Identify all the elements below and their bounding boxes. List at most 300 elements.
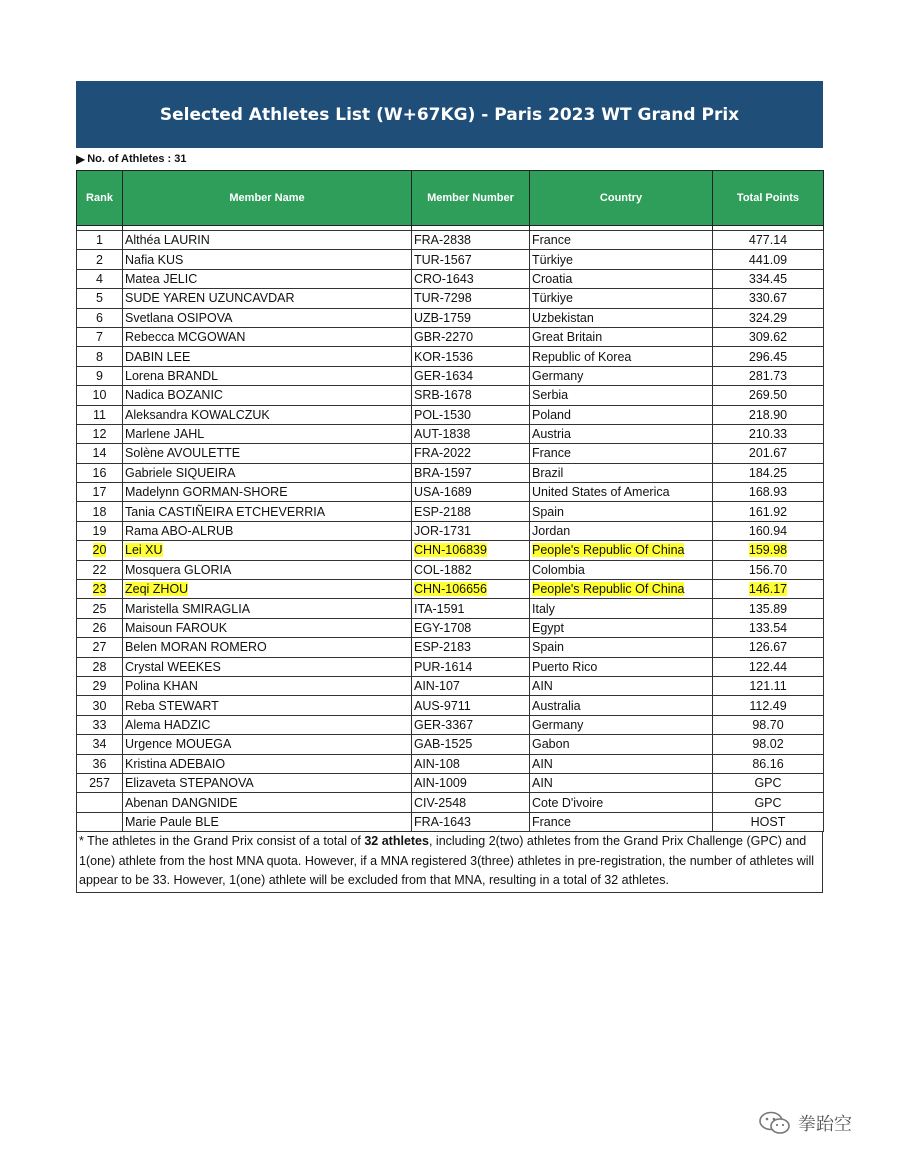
cell-rank	[77, 715, 123, 734]
cell-rank	[77, 483, 123, 502]
cell-rank	[77, 696, 123, 715]
cell-number-text: GBR-2270	[414, 330, 474, 345]
athlete-count-line	[76, 148, 823, 170]
table-row	[77, 502, 824, 521]
cell-rank-text: 18	[92, 504, 107, 519]
cell-country	[530, 599, 713, 618]
table-row	[77, 812, 824, 831]
cell-rank	[77, 386, 123, 405]
cell-rank-text: 33	[92, 717, 107, 732]
table-row	[77, 269, 824, 288]
cell-name-text: Nafia KUS	[125, 252, 184, 267]
athletes-table	[76, 170, 824, 832]
cell-country	[530, 560, 713, 579]
cell-name	[123, 696, 412, 715]
cell-points-text: 218.90	[748, 407, 788, 422]
cell-rank	[77, 618, 123, 637]
cell-number	[412, 463, 530, 482]
cell-number-text: CHN-106656	[414, 582, 487, 597]
cell-country	[530, 657, 713, 676]
cell-rank	[77, 250, 123, 269]
cell-number-text: FRA-2838	[414, 233, 471, 248]
cell-number	[412, 715, 530, 734]
cell-number-text: ITA-1591	[414, 601, 465, 616]
cell-rank	[77, 444, 123, 463]
cell-points-text: 184.25	[748, 465, 788, 480]
cell-name	[123, 463, 412, 482]
cell-name-text: Mosquera GLORIA	[125, 562, 232, 577]
cell-name-text: Madelynn GORMAN-SHORE	[125, 485, 288, 500]
cell-points	[713, 812, 824, 831]
cell-name-text: Gabriele SIQUEIRA	[125, 465, 236, 480]
cell-rank-text: 4	[96, 271, 103, 286]
table-row	[77, 773, 824, 792]
cell-rank-text: 23	[92, 582, 107, 597]
cell-country	[530, 463, 713, 482]
cell-points	[713, 618, 824, 637]
cell-points-text: 296.45	[748, 349, 788, 364]
table-header-row	[77, 171, 824, 226]
cell-points	[713, 308, 824, 327]
cell-number	[412, 773, 530, 792]
cell-rank	[77, 599, 123, 618]
cell-number	[412, 444, 530, 463]
cell-country	[530, 405, 713, 424]
table-row	[77, 676, 824, 695]
cell-name	[123, 638, 412, 657]
cell-number	[412, 483, 530, 502]
cell-country	[530, 580, 713, 599]
wechat-icon	[758, 1110, 792, 1136]
cell-country	[530, 812, 713, 831]
cell-name	[123, 231, 412, 250]
cell-rank-text: 2	[96, 252, 103, 267]
cell-name	[123, 502, 412, 521]
cell-name-text: Rebecca MCGOWAN	[125, 330, 246, 345]
cell-rank-text: 8	[96, 349, 103, 364]
cell-country	[530, 773, 713, 792]
cell-country	[530, 715, 713, 734]
cell-points	[713, 754, 824, 773]
cell-country-text: People's Republic Of China	[532, 582, 685, 597]
cell-points	[713, 502, 824, 521]
cell-country-text: Australia	[532, 698, 581, 713]
cell-number-text: CRO-1643	[414, 271, 474, 286]
cell-points	[713, 366, 824, 385]
cell-number-text: GAB-1525	[414, 737, 473, 752]
watermark	[758, 1110, 852, 1136]
table-row	[77, 424, 824, 443]
cell-points	[713, 541, 824, 560]
cell-country-text: France	[532, 814, 571, 829]
cell-rank-text: 6	[96, 310, 103, 325]
cell-points	[713, 773, 824, 792]
cell-points	[713, 560, 824, 579]
cell-name-text: Marlene JAHL	[125, 427, 205, 442]
cell-rank	[77, 521, 123, 540]
table-row	[77, 735, 824, 754]
cell-country-text: United States of America	[532, 485, 670, 500]
table-row	[77, 463, 824, 482]
cell-name	[123, 269, 412, 288]
cell-country-text: AIN	[532, 756, 553, 771]
cell-name-text: Zeqi ZHOU	[125, 582, 189, 597]
cell-name	[123, 560, 412, 579]
cell-rank-text: 20	[92, 543, 107, 558]
cell-country	[530, 793, 713, 812]
cell-country-text: France	[532, 446, 571, 461]
table-row	[77, 483, 824, 502]
cell-number	[412, 793, 530, 812]
cell-name	[123, 754, 412, 773]
cell-points	[713, 599, 824, 618]
cell-name-text: Lei XU	[125, 543, 163, 558]
cell-country	[530, 754, 713, 773]
cell-rank-text: 29	[92, 679, 107, 694]
cell-points-text: 309.62	[748, 330, 788, 345]
cell-country	[530, 424, 713, 443]
cell-rank-text: 22	[92, 562, 107, 577]
cell-rank-text: 257	[89, 776, 110, 791]
cell-rank-text: 26	[92, 621, 107, 635]
cell-number	[412, 580, 530, 599]
cell-rank	[77, 754, 123, 773]
cell-points	[713, 521, 824, 540]
cell-country	[530, 289, 713, 308]
cell-points	[713, 638, 824, 657]
cell-name	[123, 289, 412, 308]
cell-number-text: BRA-1597	[414, 465, 472, 480]
cell-number-text: GER-1634	[414, 368, 474, 383]
cell-points-text: 135.89	[748, 601, 788, 616]
cell-rank	[77, 676, 123, 695]
cell-points-text: 210.33	[748, 427, 788, 442]
cell-name	[123, 676, 412, 695]
cell-points	[713, 696, 824, 715]
cell-name-text: DABIN LEE	[125, 349, 191, 364]
cell-country-text: Spain	[532, 504, 564, 519]
cell-country-text: Brazil	[532, 465, 564, 480]
cell-points	[713, 580, 824, 599]
cell-rank	[77, 560, 123, 579]
page-title: Selected Athletes List (W+67KG) - Paris 2023 WT Grand Prix	[159, 104, 740, 125]
cell-points	[713, 463, 824, 482]
cell-points-text: 281.73	[748, 368, 788, 383]
cell-rank	[77, 580, 123, 599]
cell-number	[412, 386, 530, 405]
cell-points-text: 201.67	[748, 446, 788, 461]
cell-name-text: Svetlana OSIPOVA	[125, 310, 233, 325]
cell-rank	[77, 405, 123, 424]
cell-rank-text: 19	[92, 524, 107, 539]
cell-points-text: 334.45	[748, 271, 788, 286]
cell-points-text: 98.02	[752, 737, 784, 752]
table-row	[77, 444, 824, 463]
cell-number	[412, 618, 530, 637]
cell-points	[713, 735, 824, 754]
cell-country-text: Jordan	[532, 524, 571, 539]
cell-name	[123, 618, 412, 637]
cell-rank	[77, 289, 123, 308]
cell-name	[123, 541, 412, 560]
cell-number	[412, 638, 530, 657]
cell-number	[412, 599, 530, 618]
cell-number	[412, 502, 530, 521]
table-row	[77, 347, 824, 366]
cell-number-text: AIN-107	[414, 679, 460, 694]
cell-name	[123, 715, 412, 734]
cell-country	[530, 308, 713, 327]
cell-number	[412, 521, 530, 540]
cell-number-text: ESP-2188	[414, 504, 471, 519]
cell-country	[530, 269, 713, 288]
cell-rank-text: 36	[92, 756, 107, 771]
cell-name-text: Alema HADZIC	[125, 717, 211, 732]
cell-country	[530, 483, 713, 502]
table-row	[77, 715, 824, 734]
col-header-total-points: Total Points	[713, 171, 824, 226]
cell-rank	[77, 773, 123, 792]
cell-country-text: Colombia	[532, 562, 585, 577]
table-row	[77, 793, 824, 812]
col-header-rank: Rank	[77, 171, 123, 226]
cell-rank-text: 14	[92, 446, 107, 461]
cell-points-text: HOST	[750, 814, 786, 829]
cell-points	[713, 483, 824, 502]
cell-points-text: 112.49	[749, 698, 787, 713]
table-row	[77, 308, 824, 327]
cell-rank-text: 28	[92, 659, 107, 674]
cell-name-text: Maristella SMIRAGLIA	[125, 601, 251, 616]
cell-rank-text: 17	[92, 485, 107, 500]
cell-country-text: AIN	[532, 679, 553, 694]
table-row	[77, 657, 824, 676]
cell-name-text: Aleksandra KOWALCZUK	[125, 407, 270, 422]
cell-name	[123, 657, 412, 676]
cell-name-text: Rama ABO-ALRUB	[125, 524, 234, 539]
cell-points-text: 122.44	[748, 659, 788, 674]
cell-country	[530, 735, 713, 754]
cell-rank	[77, 638, 123, 657]
table-row	[77, 386, 824, 405]
cell-name-text: Crystal WEEKES	[125, 659, 221, 674]
cell-number	[412, 347, 530, 366]
cell-number-text: GER-3367	[414, 717, 474, 732]
table-row	[77, 638, 824, 657]
cell-points-text: GPC	[754, 776, 782, 791]
cell-country	[530, 696, 713, 715]
cell-country-text: Gabon	[532, 737, 570, 752]
cell-country	[530, 541, 713, 560]
cell-name-text: Althéa LAURIN	[125, 233, 210, 248]
cell-number	[412, 424, 530, 443]
cell-rank	[77, 366, 123, 385]
cell-number-text: AUT-1838	[414, 427, 471, 442]
cell-name-text: Maisoun FAROUK	[125, 621, 228, 635]
cell-number-text: UZB-1759	[414, 310, 471, 325]
cell-rank-text: 1	[96, 233, 103, 248]
cell-name	[123, 521, 412, 540]
cell-country	[530, 618, 713, 637]
cell-points-text: 121.11	[749, 679, 787, 694]
cell-points-text: 146.17	[748, 582, 788, 597]
cell-rank-text: 25	[92, 601, 107, 616]
cell-number-text: SRB-1678	[414, 388, 472, 403]
cell-rank-text: 12	[92, 427, 107, 442]
cell-name	[123, 735, 412, 754]
cell-number-text: EGY-1708	[414, 621, 472, 635]
cell-country	[530, 231, 713, 250]
cell-rank	[77, 541, 123, 560]
cell-points	[713, 231, 824, 250]
table-row	[77, 618, 824, 637]
cell-points	[713, 250, 824, 269]
cell-name	[123, 308, 412, 327]
cell-name	[123, 793, 412, 812]
cell-name	[123, 405, 412, 424]
cell-name-text: Solène AVOULETTE	[125, 446, 241, 461]
table-row	[77, 696, 824, 715]
cell-country	[530, 366, 713, 385]
table-row	[77, 521, 824, 540]
cell-rank-text: 27	[92, 640, 107, 655]
cell-points	[713, 269, 824, 288]
cell-country	[530, 521, 713, 540]
footnote-text: * The athletes in the Grand Prix consist of a total of	[79, 834, 365, 849]
cell-rank	[77, 735, 123, 754]
cell-country	[530, 347, 713, 366]
cell-points	[713, 327, 824, 346]
cell-number-text: FRA-2022	[414, 446, 471, 461]
table-row	[77, 405, 824, 424]
cell-country-text: France	[532, 233, 571, 248]
cell-country-text: Uzbekistan	[532, 310, 594, 325]
cell-name-text: Polina KHAN	[125, 679, 198, 694]
table-row	[77, 580, 824, 599]
cell-number	[412, 560, 530, 579]
cell-country-text: Spain	[532, 640, 564, 655]
cell-rank	[77, 424, 123, 443]
cell-name-text: Marie Paule BLE	[125, 814, 219, 829]
cell-country-text: Cote D'ivoire	[532, 795, 604, 810]
cell-points-text: 86.16	[752, 756, 784, 771]
cell-points-text: 441.09	[748, 252, 788, 267]
cell-number	[412, 754, 530, 773]
cell-number	[412, 250, 530, 269]
cell-points	[713, 424, 824, 443]
cell-country	[530, 250, 713, 269]
watermark-text: 拳跆空	[798, 1114, 852, 1135]
table-row	[77, 754, 824, 773]
table-row	[77, 560, 824, 579]
cell-rank	[77, 327, 123, 346]
cell-number	[412, 327, 530, 346]
cell-points	[713, 676, 824, 695]
cell-rank-text: 5	[96, 291, 103, 306]
cell-number-text: KOR-1536	[414, 349, 474, 364]
cell-name-text: Urgence MOUEGA	[125, 737, 232, 752]
cell-name-text: Lorena BRANDL	[125, 368, 219, 383]
cell-points	[713, 657, 824, 676]
cell-points-text: GPC	[754, 795, 782, 810]
cell-number-text: CIV-2548	[414, 795, 467, 810]
cell-points	[713, 405, 824, 424]
cell-country-text: Great Britain	[532, 330, 603, 345]
cell-rank	[77, 231, 123, 250]
table-row	[77, 289, 824, 308]
cell-country	[530, 444, 713, 463]
cell-number	[412, 657, 530, 676]
cell-name-text: Belen MORAN ROMERO	[125, 640, 267, 655]
cell-number	[412, 366, 530, 385]
cell-country-text: Italy	[532, 601, 555, 616]
cell-number	[412, 812, 530, 831]
cell-points-text: 98.70	[752, 717, 784, 732]
table-row	[77, 250, 824, 269]
cell-name	[123, 250, 412, 269]
cell-name	[123, 812, 412, 831]
cell-points-text: 133.54	[748, 621, 788, 635]
cell-rank-text: 10	[92, 388, 107, 403]
footnote-bold: 32 athletes	[364, 834, 429, 849]
cell-points-text: 156.70	[748, 562, 788, 577]
cell-number-text: CHN-106839	[414, 543, 487, 558]
cell-country-text: Türkiye	[532, 252, 573, 267]
cell-name	[123, 347, 412, 366]
cell-rank	[77, 502, 123, 521]
footnote-text-rest: , including 2(two) athletes from the Grand Prix Challenge (GPC) and 1(one) athlete from the host MNA quota. However, if a MNA registered 3(three) athletes in pre-registration, the number of athletes will appear to be 33. However, 1(one) athlete will be excluded from that MNA, resulting in a total of 32 athletes.	[79, 834, 815, 888]
col-header-member-number: Member Number	[412, 171, 530, 226]
cell-number-text: POL-1530	[414, 407, 471, 422]
cell-name-text: Matea JELIC	[125, 271, 198, 286]
cell-points	[713, 793, 824, 812]
cell-rank-text: 30	[92, 698, 107, 713]
cell-number	[412, 735, 530, 754]
cell-country	[530, 386, 713, 405]
cell-name-text: Abenan DANGNIDE	[125, 795, 238, 810]
table-row	[77, 599, 824, 618]
cell-country	[530, 676, 713, 695]
cell-points	[713, 347, 824, 366]
cell-number-text: TUR-1567	[414, 252, 472, 267]
table-row	[77, 366, 824, 385]
cell-points	[713, 386, 824, 405]
cell-points	[713, 444, 824, 463]
cell-country	[530, 638, 713, 657]
cell-rank-text: 16	[92, 465, 107, 480]
table-row	[77, 327, 824, 346]
cell-name	[123, 483, 412, 502]
cell-rank	[77, 463, 123, 482]
cell-country-text: Türkiye	[532, 291, 573, 306]
cell-points-text: 477.14	[748, 233, 788, 248]
cell-points	[713, 289, 824, 308]
cell-rank-text: 34	[92, 737, 107, 752]
cell-country-text: Austria	[532, 427, 571, 442]
cell-rank-text: 7	[96, 330, 103, 345]
cell-number	[412, 541, 530, 560]
cell-name-text: Elizaveta STEPANOVA	[125, 776, 254, 791]
cell-points-text: 161.92	[748, 504, 788, 519]
cell-number-text: JOR-1731	[414, 524, 471, 539]
cell-name	[123, 444, 412, 463]
cell-points-text: 126.67	[748, 640, 788, 655]
table-row	[77, 231, 824, 250]
cell-country-text: Croatia	[532, 271, 573, 286]
athlete-count: No. of Athletes : 31	[87, 153, 187, 165]
cell-country-text: Republic of Korea	[532, 349, 632, 364]
cell-number-text: AIN-1009	[414, 776, 467, 791]
